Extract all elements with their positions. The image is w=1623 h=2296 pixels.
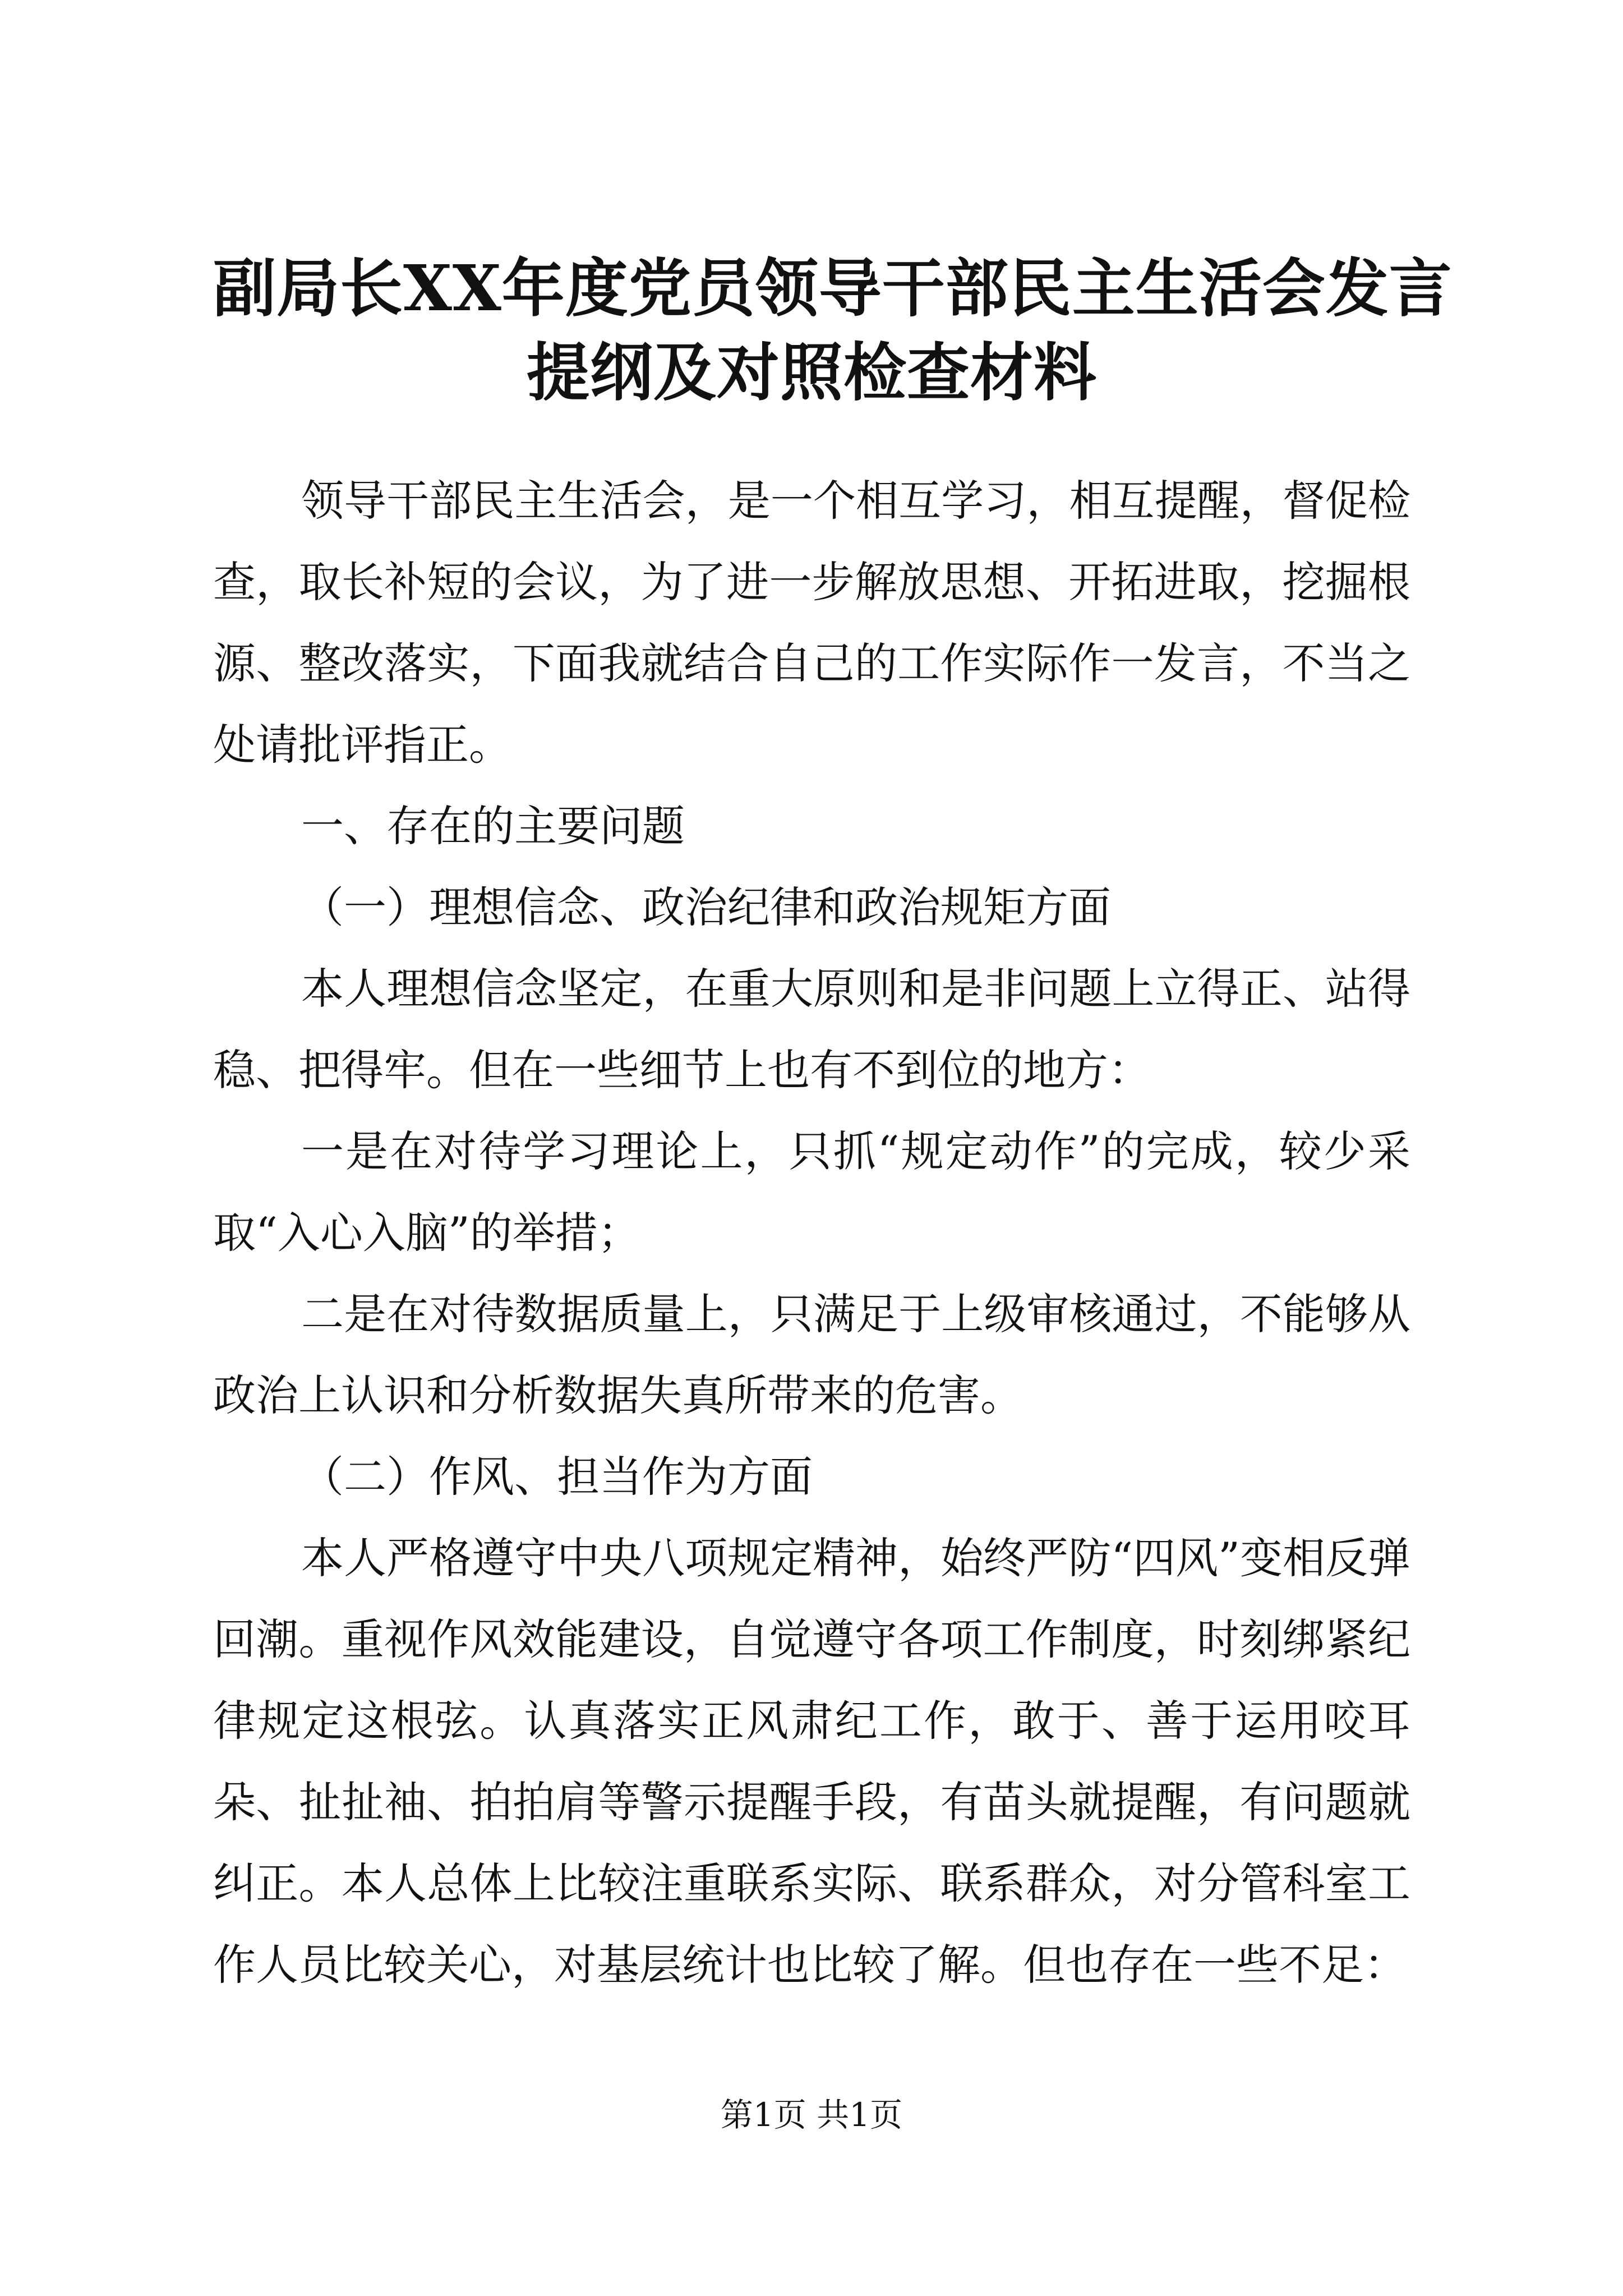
subsection-heading-ideals: （一）理想信念、政治纪律和政治规矩方面 [301, 882, 1111, 932]
paragraph-point-two: 二是在对待数据质量上，只满足于上级审核通过，不能够从政治上认识和分析数据失真所带来的危害。 [213, 1289, 1410, 1420]
document-body [213, 460, 1410, 2005]
page-footer: 第1页 共1页 [720, 2096, 903, 2134]
section-heading-problems: 一、存在的主要问题 [301, 801, 685, 851]
paragraph-point-one: 一是在对待学习理论上，只抓“规定动作”的完成，较少采取“入心入脑”的举措； [213, 1126, 1410, 1258]
title-line-2: 提纲及对照检查材料 [527, 336, 1097, 409]
document-title [213, 247, 1453, 415]
subsection-heading-style: （二）作风、担当作为方面 [301, 1452, 813, 1502]
intro-paragraph: 领导干部民主生活会，是一个相互学习，相互提醒，督促检查，取长补短的会议，为了进一步解放思想、开拓进取，挖掘根源、整改落实，下面我就结合自己的工作实际作一发言，不当之处请批评指正。 [213, 476, 1410, 770]
title-line-1: 副局长XX年度党员领导干部民主生活会发言 [213, 252, 1453, 325]
paragraph-style: 本人严格遵守中央八项规定精神，始终严防“四风”变相反弹回潮。重视作风效能建设，自觉遵守各项工作制度，时刻绑紧纪律规定这根弦。认真落实正风肃纪工作，敢于、善于运用咬耳朵、扯扯袖、拍拍肩等警示提醒手段，有苗头就提醒，有问题就纠正。本人总体上比较注重联系实际、联系群众，对分管科室工作人员比较关心，对基层统计也比较了解。但也存在一些不足： [213, 1533, 1410, 1990]
paragraph-ideals: 本人理想信念坚定，在重大原则和是非问题上立得正、站得稳、把得牢。但在一些细节上也有不到位的地方： [213, 964, 1410, 1095]
